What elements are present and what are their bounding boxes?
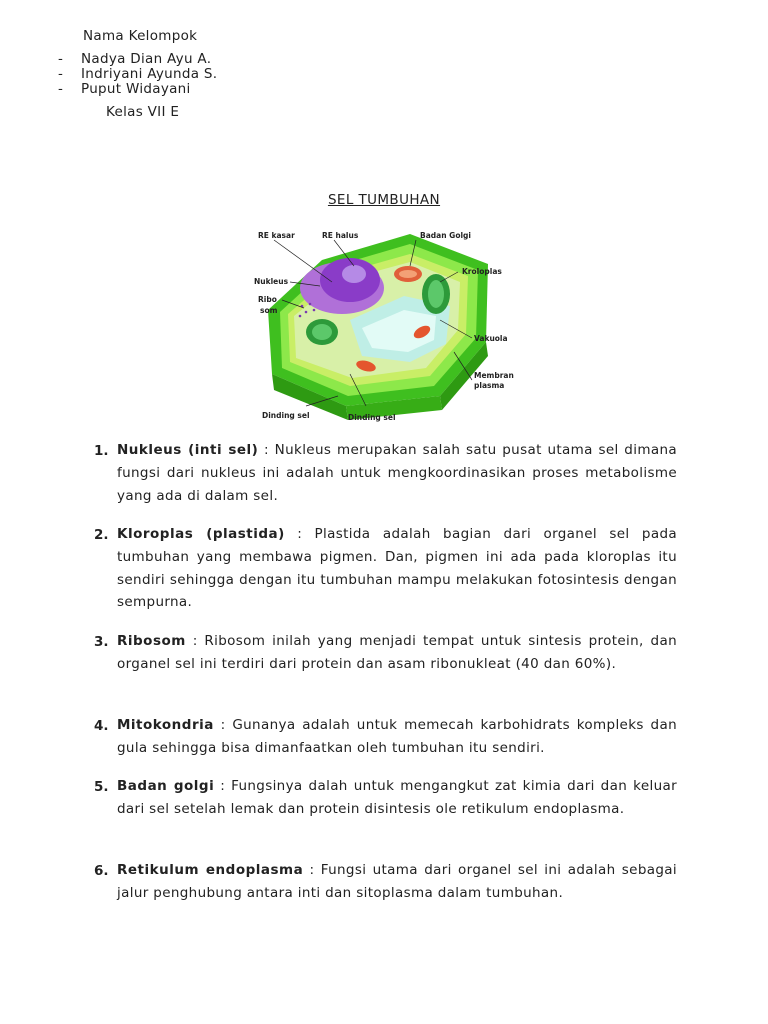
member-name: Puput Widayani <box>81 81 191 97</box>
item-text: : Fungsi utama dari organel sel ini adalah sebagai jalur penghubung antara inti dan sitoplasma dalam tumbuhan. <box>117 862 678 901</box>
label-som: som <box>260 306 278 315</box>
label-re-kasar: RE kasar <box>258 231 295 240</box>
item-text: : Gunanya adalah untuk memecah karbohidrats kompleks dan gula sehingga bisa dimanfaatkan oleh tumbuhan itu sendiri. <box>117 717 677 756</box>
label-ribo: Ribo <box>258 295 277 304</box>
item-text: : Plastida adalah bagian dari organel sel pada tumbuhan yang membawa pigmen. Dan, pigmen ini ada pada kloroplas itu sendiri sehingga dengan itu tumbuhan mampu melakukan fotosintesis dengan sempurna. <box>117 526 677 611</box>
item-term: Badan golgi <box>117 778 215 794</box>
member-name: Nadya Dian Ayu A. <box>81 51 212 67</box>
item-number: 3. <box>94 634 109 650</box>
label-badan-golgi: Badan Golgi <box>420 231 471 240</box>
item-number: 4. <box>94 718 109 734</box>
class-label: Kelas VII E <box>106 104 180 120</box>
member-item <box>58 67 217 82</box>
item-text: : Nukleus merupakan salah satu pusat utama sel dimana fungsi dari nukleus ini adalah untuk mengkoordinasikan proses metabolisme yang ada di dalam sel. <box>117 442 677 504</box>
item-number: 5. <box>94 779 109 795</box>
list-dash: - <box>58 51 64 67</box>
item-term: Retikulum endoplasma <box>117 862 304 878</box>
label-re-halus: RE halus <box>322 231 359 240</box>
item-number: 1. <box>94 443 109 459</box>
label-dinding-sel: Dinding sel <box>262 411 310 420</box>
item-number: 6. <box>94 863 109 879</box>
plant-cell-diagram <box>250 224 518 424</box>
label-dinding-sel: Dinding sel <box>348 413 396 422</box>
group-label: Nama Kelompok <box>83 28 198 44</box>
page-title: SEL TUMBUHAN <box>327 192 441 208</box>
label-kroloplas: Kroloplas <box>462 267 502 276</box>
member-item <box>58 82 191 97</box>
member-name: Indriyani Ayunda S. <box>81 66 218 82</box>
item-term: Kloroplas (plastida) <box>117 526 285 542</box>
item-number: 2. <box>94 527 109 543</box>
label-vakuola: Vakuola <box>474 334 508 343</box>
label-membran: Membran <box>474 371 514 380</box>
label-plasma: plasma <box>474 381 505 390</box>
item-text: : Ribosom inilah yang menjadi tempat untuk sintesis protein, dan organel sel ini terdiri dari protein dan asam ribonukleat (40 dan 60%). <box>117 633 677 672</box>
item-term: Mitokondria <box>117 717 214 733</box>
list-dash: - <box>58 81 64 97</box>
member-item <box>58 52 211 67</box>
item-term: Nukleus (inti sel) <box>117 442 259 458</box>
label-nukleus: Nukleus <box>254 277 289 286</box>
item-term: Ribosom <box>117 633 186 649</box>
list-dash: - <box>58 66 64 82</box>
item-text: : Fungsinya dalah untuk mengangkut zat kimia dari dan keluar dari sel setelah lemak dan protein disintesis ole retikulum endoplasma. <box>117 778 678 817</box>
